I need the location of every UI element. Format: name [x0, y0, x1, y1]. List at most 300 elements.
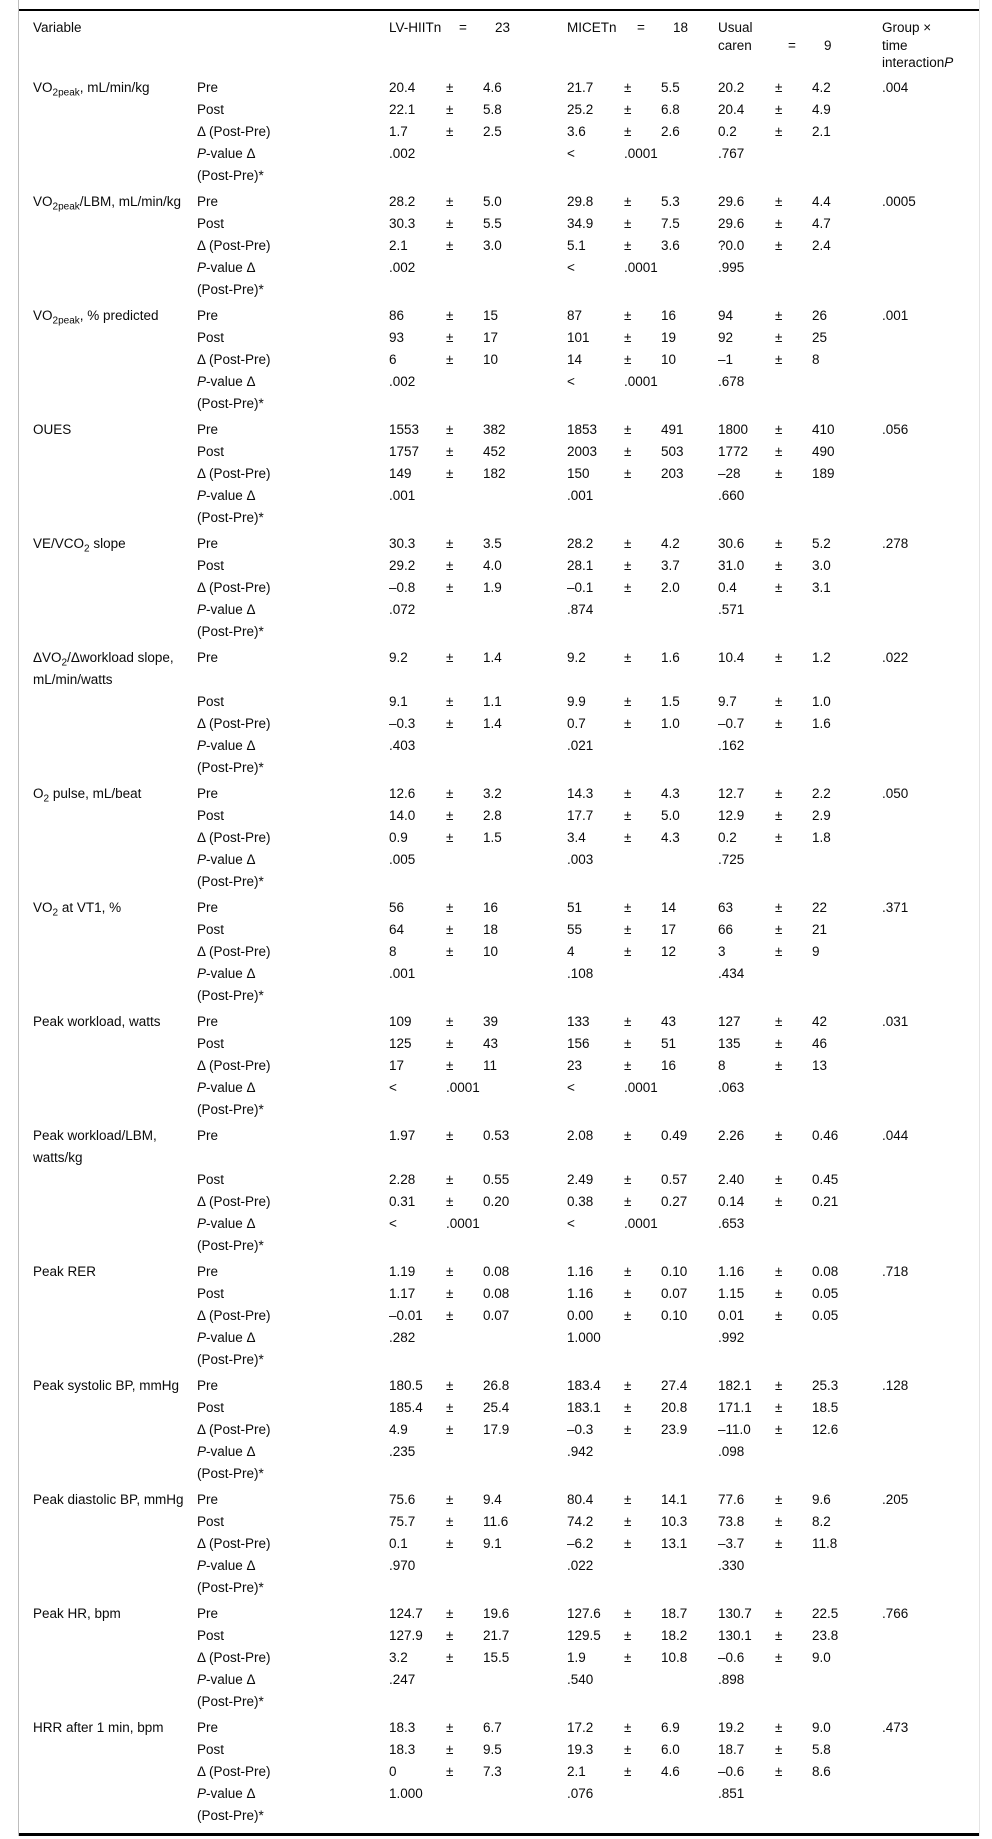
stat-sd: 5.5 — [483, 215, 502, 231]
plus-minus-sign: ± — [624, 193, 632, 209]
stat-value: 127 — [718, 1013, 741, 1029]
stat-value: 1.97 — [389, 1127, 416, 1143]
stat-value: 3.6 — [567, 123, 586, 139]
stat-cell — [389, 99, 567, 121]
row-label-delta: Δ (Post-Pre) — [197, 1421, 271, 1437]
variable-label — [33, 783, 197, 805]
stat-cell — [718, 1511, 882, 1533]
stat-value: 0.31 — [389, 1193, 416, 1209]
stat-cell — [718, 713, 882, 735]
p-value: .725 — [718, 851, 745, 867]
plus-minus-sign: ± — [775, 1035, 783, 1051]
stat-value: 18.3 — [389, 1741, 416, 1757]
p-value: .162 — [718, 737, 745, 753]
stat-cell — [718, 1397, 882, 1419]
stat-cell — [389, 783, 567, 805]
variable-label-text: HRR after 1 min, bpm — [33, 1719, 164, 1735]
stat-value: –11.0 — [718, 1421, 751, 1437]
plus-minus-sign: ± — [446, 1719, 454, 1735]
stat-sd: 9.6 — [812, 1491, 831, 1507]
stat-cell — [389, 599, 567, 621]
stat-cell — [718, 305, 882, 327]
plus-minus-sign: ± — [775, 465, 783, 481]
stat-cell — [389, 1125, 567, 1147]
stat-cell — [567, 327, 718, 349]
pvalue-label-line1: P-value Δ — [197, 259, 256, 275]
stat-value: 17.2 — [567, 1719, 594, 1735]
stat-cell — [567, 121, 718, 143]
stat-value: 183.4 — [567, 1377, 601, 1393]
plus-minus-sign: ± — [446, 1627, 454, 1643]
stat-sd: 25 — [812, 329, 828, 345]
variable-label-text: ΔVO — [33, 649, 62, 665]
stat-cell — [389, 897, 567, 919]
group-name: LV-HIITn — [389, 20, 442, 35]
p-value: .002 — [389, 373, 416, 389]
stat-value: 1.16 — [718, 1263, 745, 1279]
variable-label-text: /Δworkload slope, mL/min/watts — [33, 649, 174, 687]
variable-label-text: OUES — [33, 421, 72, 437]
plus-minus-sign: ± — [446, 1491, 454, 1507]
stat-sd: 6.0 — [661, 1741, 680, 1757]
stat-cell — [567, 963, 718, 985]
stat-sd: 4.2 — [661, 535, 680, 551]
stat-cell — [567, 1077, 718, 1099]
stat-value: 150 — [567, 465, 590, 481]
p-value: < — [567, 1079, 575, 1095]
stat-cell — [567, 419, 718, 441]
stat-sd: 10.3 — [661, 1513, 688, 1529]
table-block — [19, 1717, 979, 1831]
stat-cell — [389, 849, 567, 871]
row-label-post: Post — [197, 1399, 225, 1415]
stat-cell — [389, 441, 567, 463]
stat-value: 3.2 — [389, 1649, 408, 1665]
stat-value: 2.49 — [567, 1171, 594, 1187]
table-block — [19, 533, 979, 647]
stat-cell — [567, 735, 718, 757]
pvalue-label-line1: P-value Δ — [197, 1215, 256, 1231]
stat-sd: 182 — [483, 465, 506, 481]
row-label-pvalue — [197, 1213, 389, 1257]
group-header-n — [567, 19, 718, 37]
stat-cell — [389, 963, 567, 985]
stat-cell — [389, 1375, 567, 1397]
variable-label-text: Peak systolic BP, mmHg — [33, 1377, 180, 1393]
stat-sd: 17 — [483, 329, 499, 345]
row-label-pre: Pre — [197, 1013, 219, 1029]
stat-cell — [718, 897, 882, 919]
stat-sd: 25.3 — [812, 1377, 839, 1393]
plus-minus-sign: ± — [624, 215, 632, 231]
stat-cell — [718, 647, 882, 669]
stat-cell — [389, 77, 567, 99]
plus-minus-sign: ± — [775, 943, 783, 959]
plus-minus-sign: ± — [775, 785, 783, 801]
stat-value: 182.1 — [718, 1377, 752, 1393]
stat-sd: 3.7 — [661, 557, 680, 573]
stat-cell — [389, 305, 567, 327]
stat-sd: 4.3 — [661, 785, 680, 801]
stat-value: 87 — [567, 307, 583, 323]
stat-cell — [718, 555, 882, 577]
stat-value: –0.1 — [567, 579, 594, 595]
pvalue-label-italic-p: P — [197, 373, 207, 389]
interaction-p-value: .004 — [882, 79, 909, 95]
p-value: .403 — [389, 737, 416, 753]
stat-value: 135 — [718, 1035, 741, 1051]
row-label-pre: Pre — [197, 307, 219, 323]
variable-label-subscript: 2 — [52, 907, 59, 919]
table-header-row — [19, 9, 979, 77]
stat-cell — [567, 1603, 718, 1625]
stat-value: 0.1 — [389, 1535, 408, 1551]
stat-sd: 5.2 — [812, 535, 831, 551]
stat-value: 0.4 — [718, 579, 737, 595]
stat-cell — [718, 143, 882, 165]
stat-cell — [718, 805, 882, 827]
plus-minus-sign: ± — [775, 1763, 783, 1779]
row-label-pre: Pre — [197, 785, 219, 801]
p-value: 1.000 — [567, 1329, 601, 1345]
pvalue-label-italic-p: P — [197, 851, 207, 867]
stat-sd: 9.0 — [812, 1649, 831, 1665]
stat-value: 8 — [718, 1057, 726, 1073]
p-value: < — [567, 1215, 575, 1231]
stat-cell — [567, 849, 718, 871]
table-block — [19, 1261, 979, 1375]
stat-value: 12.7 — [718, 785, 745, 801]
bottom-rule — [19, 1833, 979, 1836]
plus-minus-sign: ± — [446, 443, 454, 459]
stat-value: 101 — [567, 329, 590, 345]
stat-cell — [567, 827, 718, 849]
stat-cell — [389, 327, 567, 349]
pvalue-label-line1: P-value Δ — [197, 487, 256, 503]
plus-minus-sign: ± — [446, 785, 454, 801]
stat-sd: 11.6 — [483, 1513, 509, 1529]
plus-minus-sign: ± — [446, 1649, 454, 1665]
stat-sd: 9 — [812, 943, 820, 959]
row-label-pre: Pre — [197, 193, 219, 209]
stat-sd: 3.0 — [812, 557, 831, 573]
stat-cell — [567, 1511, 718, 1533]
stat-cell — [389, 1261, 567, 1283]
stat-cell — [389, 143, 567, 165]
stat-value: 9.2 — [567, 649, 586, 665]
stat-cell — [718, 1033, 882, 1055]
pvalue-label-italic-p: P — [197, 487, 207, 503]
column-header-variable: Variable — [33, 20, 82, 35]
row-label-pre: Pre — [197, 1263, 219, 1279]
stat-value: 77.6 — [718, 1491, 745, 1507]
stat-cell — [389, 1669, 567, 1691]
row-label-delta: Δ (Post-Pre) — [197, 1307, 271, 1323]
row-label-post: Post — [197, 807, 225, 823]
pvalue-label-italic-p: P — [197, 1671, 207, 1687]
variable-label — [33, 1603, 197, 1625]
stat-value: –0.3 — [567, 1421, 594, 1437]
p-value: .851 — [718, 1785, 745, 1801]
stat-sd: 2.8 — [483, 807, 502, 823]
stat-sd: 203 — [661, 465, 684, 481]
variable-label-subscript: 2peak — [52, 201, 80, 213]
stat-cell — [718, 941, 882, 963]
plus-minus-sign: ± — [446, 79, 454, 95]
stat-sd: 490 — [812, 443, 835, 459]
p-value: .992 — [718, 1329, 745, 1345]
variable-label-text: /LBM, mL/min/kg — [79, 193, 182, 209]
stat-value: 2.08 — [567, 1127, 594, 1143]
stat-sd: 4.6 — [661, 1763, 680, 1779]
stat-cell — [389, 533, 567, 555]
stat-sd: 23.9 — [661, 1421, 688, 1437]
stat-value: 14 — [567, 351, 583, 367]
stat-cell — [718, 827, 882, 849]
stat-value: 0.7 — [567, 715, 586, 731]
plus-minus-sign: ± — [624, 123, 632, 139]
stat-sd: 18.5 — [812, 1399, 839, 1415]
stat-cell — [718, 599, 882, 621]
stat-cell — [567, 191, 718, 213]
pvalue-label-line1: P-value Δ — [197, 965, 256, 981]
stat-cell — [389, 1397, 567, 1419]
stat-cell — [389, 691, 567, 713]
stat-value: 17 — [389, 1057, 405, 1073]
stat-sd: 2.5 — [483, 123, 502, 139]
stat-value: 9.9 — [567, 693, 586, 709]
stat-cell — [389, 1647, 567, 1669]
stat-cell — [718, 735, 882, 757]
stat-value: 0.01 — [718, 1307, 745, 1323]
row-label-pvalue — [197, 735, 389, 779]
row-label-pre: Pre — [197, 79, 219, 95]
stat-sd: 1.8 — [812, 829, 831, 845]
stat-value: –0.6 — [718, 1763, 745, 1779]
plus-minus-sign: ± — [624, 1741, 632, 1757]
pvalue-label-line1: P-value Δ — [197, 851, 256, 867]
plus-minus-sign: ± — [624, 649, 632, 665]
stat-sd: 19.6 — [483, 1605, 510, 1621]
plus-minus-sign: ± — [446, 215, 454, 231]
row-label-post: Post — [197, 1513, 225, 1529]
p-value: .001 — [389, 487, 416, 503]
stat-sd: 3.6 — [661, 237, 680, 253]
stat-sd: 0.46 — [812, 1127, 839, 1143]
stat-sd: 1.4 — [483, 715, 502, 731]
stat-cell — [718, 1603, 882, 1625]
stat-value: 2003 — [567, 443, 598, 459]
variable-label — [33, 1489, 197, 1511]
stat-cell — [567, 213, 718, 235]
plus-minus-sign: ± — [446, 943, 454, 959]
stat-cell — [389, 235, 567, 257]
variable-label — [33, 419, 197, 441]
stat-value: 51 — [567, 899, 583, 915]
plus-minus-sign: ± — [446, 899, 454, 915]
stat-sd: 3.0 — [483, 237, 502, 253]
plus-minus-sign: ± — [775, 1421, 783, 1437]
stat-value: 6 — [389, 351, 397, 367]
stat-cell — [718, 1125, 882, 1147]
pvalue-label-line1: P-value Δ — [197, 737, 256, 753]
plus-minus-sign: ± — [775, 1605, 783, 1621]
row-label-delta: Δ (Post-Pre) — [197, 715, 271, 731]
plus-minus-sign: ± — [624, 807, 632, 823]
plus-minus-sign: ± — [446, 807, 454, 823]
row-label-delta: Δ (Post-Pre) — [197, 351, 271, 367]
stat-cell — [718, 485, 882, 507]
p-value: .660 — [718, 487, 745, 503]
plus-minus-sign: ± — [775, 1399, 783, 1415]
stat-sd: 21.7 — [483, 1627, 510, 1643]
stat-cell — [567, 897, 718, 919]
stat-cell — [718, 783, 882, 805]
stat-sd: 3.1 — [812, 579, 831, 595]
stat-value: 2.40 — [718, 1171, 745, 1187]
stat-cell — [389, 1511, 567, 1533]
row-label-post: Post — [197, 557, 225, 573]
column-header-micet — [567, 19, 718, 37]
stat-value: 14.3 — [567, 785, 594, 801]
column-header-interaction-p — [882, 19, 977, 72]
stat-cell — [567, 1533, 718, 1555]
stat-cell — [567, 599, 718, 621]
stat-cell — [718, 1625, 882, 1647]
stat-cell — [718, 1489, 882, 1511]
variable-label — [33, 1375, 197, 1397]
stat-sd: 1.0 — [661, 715, 680, 731]
stat-value: 0.2 — [718, 829, 737, 845]
p-value: .767 — [718, 145, 745, 161]
stat-sd: 11.8 — [812, 1535, 838, 1551]
plus-minus-sign: ± — [775, 535, 783, 551]
variable-label-subscript: 2peak — [52, 87, 80, 99]
plus-minus-sign: ± — [775, 1741, 783, 1757]
interaction-p-value: .473 — [882, 1719, 909, 1735]
stat-cell — [567, 1489, 718, 1511]
plus-minus-sign: ± — [775, 307, 783, 323]
stat-value: 171.1 — [718, 1399, 752, 1415]
stat-sd: 39 — [483, 1013, 499, 1029]
stat-cell — [718, 1669, 882, 1691]
interaction-p-value: .044 — [882, 1127, 909, 1143]
stat-cell — [718, 1011, 882, 1033]
stat-sd: 9.1 — [483, 1535, 502, 1551]
stat-cell — [567, 77, 718, 99]
stat-cell — [389, 1419, 567, 1441]
pvalue-label-line1: P-value Δ — [197, 1329, 256, 1345]
plus-minus-sign: ± — [624, 693, 632, 709]
interaction-p-value: .001 — [882, 307, 909, 323]
plus-minus-sign: ± — [446, 1513, 454, 1529]
stat-value: 2.26 — [718, 1127, 745, 1143]
stat-cell — [389, 1717, 567, 1739]
row-label-post: Post — [197, 1741, 225, 1757]
stat-value: –0.3 — [389, 715, 416, 731]
stat-cell — [718, 1419, 882, 1441]
stat-value: 28.1 — [567, 557, 594, 573]
plus-minus-sign: ± — [624, 1399, 632, 1415]
stat-cell — [567, 1761, 718, 1783]
stat-sd: 0.10 — [661, 1307, 688, 1323]
stat-cell — [389, 1625, 567, 1647]
stat-cell — [389, 1055, 567, 1077]
stat-cell — [389, 647, 567, 669]
variable-label — [33, 77, 197, 99]
stat-sd: 3.5 — [483, 535, 502, 551]
stat-sd: 4.6 — [483, 79, 502, 95]
stat-cell — [718, 77, 882, 99]
stat-cell — [389, 1169, 567, 1191]
stat-cell — [567, 783, 718, 805]
stat-value: 1800 — [718, 421, 749, 437]
p-value: .235 — [389, 1443, 416, 1459]
p-value-tail: .0001 — [624, 1079, 658, 1095]
row-label-delta: Δ (Post-Pre) — [197, 465, 271, 481]
stat-value: 0.9 — [389, 829, 408, 845]
stat-sd: 0.08 — [812, 1263, 839, 1279]
plus-minus-sign: ± — [446, 123, 454, 139]
plus-minus-sign: ± — [775, 443, 783, 459]
stat-value: 4 — [567, 943, 575, 959]
plus-minus-sign: ± — [624, 1491, 632, 1507]
stat-sd: 1.6 — [812, 715, 831, 731]
row-label-pre: Pre — [197, 535, 219, 551]
p-value: .001 — [567, 487, 594, 503]
stat-cell — [389, 1077, 567, 1099]
p-value: < — [389, 1079, 397, 1095]
stat-value: –0.8 — [389, 579, 416, 595]
stat-cell — [389, 1011, 567, 1033]
plus-minus-sign: ± — [446, 1263, 454, 1279]
stat-cell — [567, 371, 718, 393]
variable-label — [33, 1261, 197, 1283]
pvalue-label-line2: (Post-Pre)* — [197, 1579, 264, 1595]
plus-minus-sign: ± — [775, 829, 783, 845]
pvalue-label-line2: (Post-Pre)* — [197, 395, 264, 411]
stat-sd: 22 — [812, 899, 828, 915]
stat-sd: 43 — [483, 1035, 499, 1051]
stat-value: 1.15 — [718, 1285, 745, 1301]
pvalue-label-line1: P-value Δ — [197, 1671, 256, 1687]
plus-minus-sign: ± — [775, 101, 783, 117]
stat-sd: 1.5 — [483, 829, 502, 845]
stat-cell — [718, 1283, 882, 1305]
stat-sd: 16 — [661, 1057, 677, 1073]
stat-cell — [567, 305, 718, 327]
row-label-post: Post — [197, 693, 225, 709]
p-value: .002 — [389, 259, 416, 275]
stat-sd: 14.1 — [661, 1491, 688, 1507]
stat-sd: 17.9 — [483, 1421, 510, 1437]
stat-value: 17.7 — [567, 807, 594, 823]
variable-label-text: Peak HR, bpm — [33, 1605, 121, 1621]
plus-minus-sign: ± — [446, 829, 454, 845]
stat-cell — [567, 1555, 718, 1577]
stat-value: 3 — [718, 943, 726, 959]
stat-cell — [567, 941, 718, 963]
stat-cell — [389, 713, 567, 735]
stat-value: 29.6 — [718, 193, 745, 209]
variable-label-text: Peak workload/LBM, watts/kg — [33, 1127, 157, 1165]
stat-cell — [567, 235, 718, 257]
stat-value: 73.8 — [718, 1513, 745, 1529]
stat-cell — [389, 577, 567, 599]
row-label-post: Post — [197, 329, 225, 345]
stat-sd: 0.27 — [661, 1193, 688, 1209]
p-value: .098 — [718, 1443, 745, 1459]
